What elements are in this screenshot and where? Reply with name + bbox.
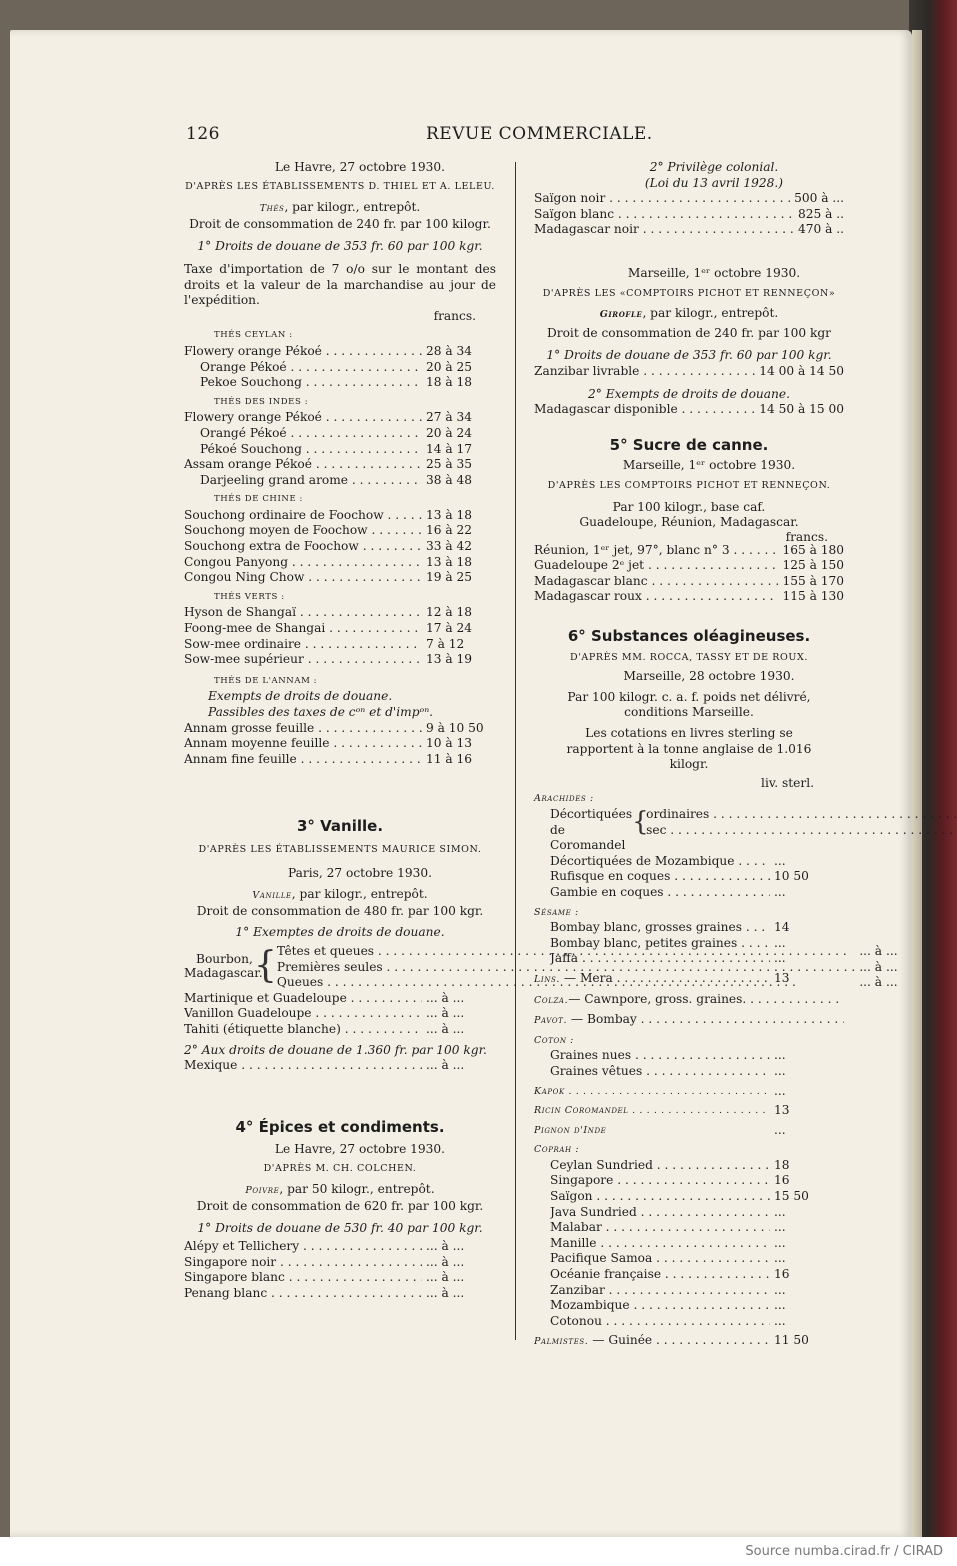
privilege-loi: (Loi du 13 avril 1928.) [644,175,784,190]
the-unit: francs. [433,308,476,323]
item-price: 14 [774,920,790,935]
arachides-items [534,854,844,901]
item-price: 33 à 42 [426,539,473,554]
ricin-row [534,1103,844,1119]
item-price: ... [774,1251,786,1266]
epices-droit: Droit de consommation de 620 fr. par 100 kgr. [196,1199,484,1214]
kapok-row [534,1084,844,1100]
item-name: Têtes et queues . . . [277,944,855,960]
item-name: Bombay blanc, petites graines . . . [550,936,770,952]
item-price: 9 à 10 50 [426,720,484,735]
item-price: 20 à 24 [426,425,473,440]
tea-row [184,621,496,637]
bourbon-labels [184,944,263,991]
page-edge [912,30,922,1537]
item-name: Réunion, 1ᵉʳ jet, 97°, blanc n° 3 . . . [534,543,778,559]
bourbon-brace: { [254,944,277,986]
page-header [186,124,840,148]
item-name: Madagascar noir . . . [534,222,794,238]
epices-title: 4° Épices et condiments. [235,1117,445,1136]
item-price: 7 à 12 [426,636,465,651]
vanille-intro [184,887,496,904]
item-price: ... [774,1298,786,1313]
annam-row [184,752,496,768]
sesame-row [534,920,844,936]
epices-items [184,1239,496,1301]
tea-row [184,637,496,653]
coprah-row [534,1236,844,1252]
item-name: Zanzibar . . . [550,1283,770,1299]
tea-row [184,605,496,621]
annam-note2: Passibles des taxes de cᵒⁿ et d'impᵒⁿ. [208,705,434,719]
colza-label: Colza. [534,994,569,1006]
arachides-decort-label2: de Coromandel [550,822,626,853]
pavot-row [534,1012,844,1029]
lins-price: 13 [774,970,790,985]
epices-row [184,1286,496,1302]
item-price: 25 à 35 [426,457,473,472]
oleagineuses-title: 6° Substances oléagineuses. [567,627,811,646]
madagascar-label: Madagascar. [184,965,263,980]
item-price: ... à ... [859,943,898,958]
item-price: 825 à .. [797,206,844,221]
item-name: Singapore . . . [550,1173,770,1189]
privilege-row [534,222,844,238]
coprah-row [534,1189,844,1205]
item-name: Océanie française . . . [550,1267,770,1283]
item-name: Hyson de Shangaï . . . [184,605,422,621]
tea-row [184,426,496,442]
tea-row [184,360,496,376]
coton-items [534,1048,844,1079]
annam-note1: Exempts de droits de douane. [208,689,393,704]
tea-group-title: THÉS DES INDES : [214,396,309,407]
item-price: 500 à ... [794,191,844,206]
epices-row [184,1255,496,1271]
arachides-decort-row [646,807,957,823]
coton-row [534,1064,844,1080]
coprah-row [534,1205,844,1221]
item-name: Cotonou . . . [550,1314,770,1330]
tea-row [184,410,496,426]
epices-intro-rest: , par 50 kilogr., entrepôt. [279,1182,435,1197]
item-name: Sow-mee supérieur . . . [184,652,422,668]
sucre-row [534,543,844,559]
item-name: Gambie en coques . . . [550,885,770,901]
right-column [534,160,844,1350]
item-name: Rufisque en coques . . . [550,869,770,885]
vanille-source: D'APRÈS LES ÉTABLISSEMENTS MAURICE SIMON. [198,843,482,855]
item-price: 10 50 [774,869,809,884]
epices-intro [184,1182,496,1199]
item-name: Flowery orange Pékoé . . . [184,410,422,426]
item-price: 10 à 13 [426,736,473,751]
privilege-title: 2° Privilège colonial. [649,160,779,174]
tea-row [184,570,496,586]
item-name: Pékoé Souchong . . . [200,442,422,458]
item-price: ... à ... [859,959,898,974]
sucre-title: 5° Sucre de canne. [609,435,769,454]
item-price: 11 à 16 [426,751,473,766]
item-price: 17 à 24 [426,621,473,636]
tea-row [184,652,496,668]
girofle-item1-name: Zanzibar livrable . . . [534,364,755,380]
coprah-row [534,1220,844,1236]
colza-row [534,992,844,1009]
the-intro [184,200,496,217]
item-name: sec . . . [646,823,957,839]
girofle-section1: 1° Droits de douane de 353 fr. 60 par 100 kgr. [546,348,832,363]
item-name: Flowery orange Pékoé . . . [184,344,422,360]
item-price: ... [774,853,786,868]
item-price: 155 à 170 [782,573,844,588]
item-name: Tahiti (étiquette blanche) . . . [184,1022,422,1038]
item-price: ... [774,935,786,950]
vanille-intro-rest: , par kilogr., entrepôt. [291,887,428,902]
vanille-row [184,991,496,1007]
item-price: 125 à 150 [782,558,844,573]
item-price: ... [774,1313,786,1328]
item-price: ... à ... [426,1006,465,1021]
item-name: Congou Panyong . . . [184,555,422,571]
sucre-row [534,574,844,590]
item-name: Martinique et Guadeloupe . . . [184,991,422,1007]
vanille-date: Paris, 27 octobre 1930. [287,865,433,880]
lins-row [534,971,844,988]
girofle-item1-price: 14 00 à 14 50 [759,363,844,378]
coprah-label: Coprah : [534,1144,580,1156]
column-rule [515,162,516,1340]
tea-row [184,344,496,360]
privilege-row [534,191,844,207]
sucre-date: Marseille, 1ᵉʳ octobre 1930. [622,458,796,473]
the-droit: Droit de consommation de 240 fr. par 100 kilogr. [189,216,491,231]
coprah-row [534,1314,844,1330]
item-name: Congou Ning Chow . . . [184,570,422,586]
arachides-label: Arachides : [534,793,594,805]
tea-row [184,375,496,391]
item-name: Souchong ordinaire de Foochow . . . [184,508,422,524]
item-name: Assam orange Pékoé . . . [184,457,422,473]
vanille-title: 3° Vanille. [296,817,384,836]
epices-row [184,1270,496,1286]
the-groups [184,328,496,667]
item-price: ... [774,1220,786,1235]
tea-row [184,508,496,524]
item-name: Orange Pékoé . . . [200,360,422,376]
item-name: Madagascar roux . . . [534,589,778,605]
sesame-label: Sésame : [534,906,579,918]
item-price: 165 à 180 [782,542,844,557]
mexique-name: Mexique . . . [184,1058,422,1074]
item-price: 13 à 18 [426,507,473,522]
item-price: ... [774,1235,786,1250]
item-name: Graines nues . . . [550,1048,770,1064]
palmistes-row [534,1333,844,1350]
arachides-decort-block [534,807,844,854]
item-price: ... à ... [859,975,898,990]
item-name: Pacifique Samoa . . . [550,1251,770,1267]
item-name: ordinaires . . . [646,807,957,823]
item-price: ... [774,1063,786,1078]
item-price: 18 [774,1157,790,1172]
palmistes-label: Palmistes. [534,1336,589,1348]
the-taxe: Taxe d'importation de 7 o/o sur le montant des droits et la valeur de la marchandise au jour de l'expédition. [184,261,496,308]
item-name: Manille . . . [550,1236,770,1252]
coton-label: Coton : [534,1034,574,1046]
epices-section1: 1° Droits de douane de 530 fr. 40 par 100 kgr. [197,1220,483,1235]
the-source: D'APRÈS LES ÉTABLISSEMENTS D. THIEL ET A. LELEU. [185,180,495,192]
item-price: 470 à .. [797,222,844,237]
item-name: Jaffa . . . [550,951,770,967]
sucre-items [534,543,844,605]
coprah-items [534,1158,844,1330]
bourbon-label: Bourbon, [196,951,253,966]
lins-label: Lins. [534,973,561,985]
privilege-row [534,207,844,223]
girofle-row-2 [534,402,844,418]
vanille-droit: Droit de consommation de 480 fr. par 100 kgr. [196,903,484,918]
arachides-row [534,854,844,870]
coprah-row [534,1158,844,1174]
item-price: 27 à 34 [426,410,473,425]
item-name: Alépy et Tellichery . . . [184,1239,422,1255]
pignon-row [534,1123,844,1139]
journal-title: REVUE COMMERCIALE. [426,124,653,144]
item-name: Foong-mee de Shangai . . . [184,621,422,637]
item-price: 18 à 18 [426,375,473,390]
sesame-items [534,920,844,967]
item-name: Annam fine feuille . . . [184,752,422,768]
pignon-price: ... [774,1122,786,1137]
item-price: 19 à 25 [426,570,473,585]
sucre-source: D'APRÈS LES COMPTOIRS PICHOT ET RENNEÇON. [547,479,831,491]
oleagineuses-base: Par 100 kilogr. c. a. f. poids net délivré, conditions Marseille. [567,689,811,720]
coprah-row [534,1251,844,1267]
girofle-row-1 [534,364,844,380]
tea-row [184,473,496,489]
item-name: Saïgon blanc . . . [534,207,794,223]
item-price: ... [774,1048,786,1063]
privilege-items [534,191,844,238]
girofle-source: D'APRÈS LES «COMPTOIRS PICHOT ET RENNEÇON» [542,287,836,299]
arachides-decort-row [646,823,957,839]
arachides-decort-labels [534,807,632,854]
item-price: ... [774,884,786,899]
item-name: Premières seules . . . [277,960,855,976]
item-price: ... [774,1282,786,1297]
item-price: ... à ... [426,990,465,1005]
tea-row [184,442,496,458]
sucre-row [534,558,844,574]
pignon-label: Pignon d'Inde [534,1124,607,1136]
item-name: Singapore blanc . . . [184,1270,422,1286]
the-section1: 1° Droits de douane de 353 fr. 60 par 100 kgr. [197,239,483,254]
girofle-item2-name: Madagascar disponible . . . [534,402,755,418]
item-name: Annam moyenne feuille . . . [184,736,422,752]
mexique-row [184,1058,496,1074]
item-name: Singapore noir . . . [184,1255,422,1271]
item-name: Bombay blanc, grosses graines . . . [550,920,770,936]
girofle-intro-label: Girofle [599,309,643,321]
arachides-decort-items [646,807,957,854]
item-name: Saïgon . . . [550,1189,770,1205]
item-name: Décortiquées de Mozambique . . . [550,854,770,870]
item-name: Pekoe Souchong . . . [200,375,422,391]
vanille-row [184,1022,496,1038]
girofle-date: Marseille, 1ᵉʳ octobre 1930. [627,265,801,280]
item-price: 20 à 25 [426,359,473,374]
item-name: Malabar . . . [550,1220,770,1236]
annam-row [184,721,496,737]
the-intro-rest: , par kilogr., entrepôt. [284,200,421,215]
girofle-section2: 2° Exempts de droits de douane. [588,386,790,401]
item-name: Darjeeling grand arome . . . [200,473,422,489]
item-price: ... à ... [426,1239,465,1254]
item-name: Graines vêtues . . . [550,1064,770,1080]
sucre-origins: Guadeloupe, Réunion, Madagascar. [579,515,799,530]
tea-group-title: THÉS VERTS : [214,591,285,602]
item-name: Madagascar blanc . . . [534,574,778,590]
sucre-row [534,589,844,605]
tea-row [184,457,496,473]
coprah-row [534,1298,844,1314]
annam-items [184,721,496,768]
item-name: Souchong extra de Foochow . . . [184,539,422,555]
item-name: Mozambique . . . [550,1298,770,1314]
page-number: 126 [186,124,220,144]
epices-row [184,1239,496,1255]
item-name: Guadeloupe 2ᵉ jet . . . [534,558,778,574]
item-name: Orangé Pékoé . . . [200,426,422,442]
mexique-price: ... à ... [426,1058,465,1073]
oleagineuses-date: Marseille, 28 octobre 1930. [623,669,795,684]
item-price: ... à ... [426,1254,465,1269]
annam-row [184,736,496,752]
source-credit: Source numba.cirad.fr / CIRAD [745,1544,943,1559]
item-price: 13 à 19 [426,652,473,667]
item-name: Java Sundried . . . [550,1205,770,1221]
vanille-row [184,1006,496,1022]
vanille-intro-label: Vanille [252,890,292,902]
arachides-brace: { [632,807,649,837]
item-name: Queues . . . [277,975,855,991]
item-price: 115 à 130 [782,589,844,604]
item-name: Souchong moyen de Foochow . . . [184,523,422,539]
item-price: 13 à 18 [426,554,473,569]
palmistes-price: 11 50 [774,1333,809,1348]
annam-title: THÉS DE L'ANNAM : [214,675,318,686]
arachides-row [534,869,844,885]
oleagineuses-source: D'APRÈS MM. ROCCA, TASSY ET DE ROUX. [570,651,808,663]
item-price: 12 à 18 [426,605,473,620]
vanille-section2: 2° Aux droits de douane de 1.360 fr. par 100 kgr. [184,1042,487,1057]
tea-group-title: THÉS DE CHINE : [214,494,304,505]
lins-rest: — Mera [560,970,613,985]
item-name: Ceylan Sundried . . . [550,1158,770,1174]
girofle-item2-price: 14 50 à 15 00 [759,402,844,417]
item-price: ... à ... [426,1286,465,1301]
pavot-label: Pavot. [534,1015,568,1027]
item-price: 16 [774,1173,790,1188]
colza-rest: — Cawnpore, gross. graines. [568,991,747,1006]
epices-source: D'APRÈS M. CH. COLCHEN. [263,1162,417,1174]
vanille-items [184,991,496,1038]
item-price: ... [774,1204,786,1219]
the-date: Le Havre, 27 octobre 1930. [274,160,446,174]
tea-row [184,523,496,539]
item-name: Sow-mee ordinaire . . . [184,637,422,653]
coton-row [534,1048,844,1064]
vanille-section1: 1° Exemptes de droits de douane. [235,925,445,940]
coprah-row [534,1283,844,1299]
ricin-price: 13 [774,1103,790,1118]
tea-row [184,555,496,571]
ricin-label: Ricin Coromandel . . . [534,1103,770,1119]
sucre-unit: francs. [785,529,828,544]
item-price: 16 à 22 [426,523,473,538]
oleagineuses-unit: liv. sterl. [761,775,814,790]
item-price: ... à ... [426,1021,465,1036]
sesame-row [534,936,844,952]
item-price: 16 [774,1267,790,1282]
epices-intro-label: Poivre [245,1185,280,1197]
coprah-row [534,1173,844,1189]
item-name: Penang blanc . . . [184,1286,422,1302]
kapok-label: Kapok . . . [534,1084,770,1100]
item-name: Annam grosse feuille . . . [184,721,422,737]
girofle-droit: Droit de consommation de 240 fr. par 100 kgr [546,325,832,340]
item-name: Saïgon noir . . . [534,191,790,207]
item-price: 15 50 [774,1189,809,1204]
girofle-intro [534,306,844,323]
pavot-rest: — Bombay [567,1012,637,1027]
item-price: ... [774,951,786,966]
sucre-base: Par 100 kilogr., base caf. [612,499,766,514]
arachides-decort-label1: Décortiquées [550,807,633,821]
oleagineuses-cotations: Les cotations en livres sterling se rapportent à la tonne anglaise de 1.016 kilogr. [566,726,812,772]
tea-row [184,539,496,555]
coprah-row [534,1267,844,1283]
item-price: ... à ... [426,1270,465,1285]
palmistes-rest: — Guinée [588,1333,653,1348]
item-price: 38 à 48 [426,472,473,487]
girofle-intro-rest: , par kilogr., entrepôt. [642,306,779,321]
item-name: Vanillon Guadeloupe . . . [184,1006,422,1022]
kapok-price: ... [774,1083,786,1098]
sesame-row [534,951,844,967]
the-intro-label: Thés [259,203,285,215]
arachides-row [534,885,844,901]
epices-date: Le Havre, 27 octobre 1930. [274,1142,446,1157]
tea-group-title: THÉS CEYLAN : [214,330,293,341]
item-price: 28 à 34 [426,343,473,358]
item-price: 14 à 17 [426,441,473,456]
